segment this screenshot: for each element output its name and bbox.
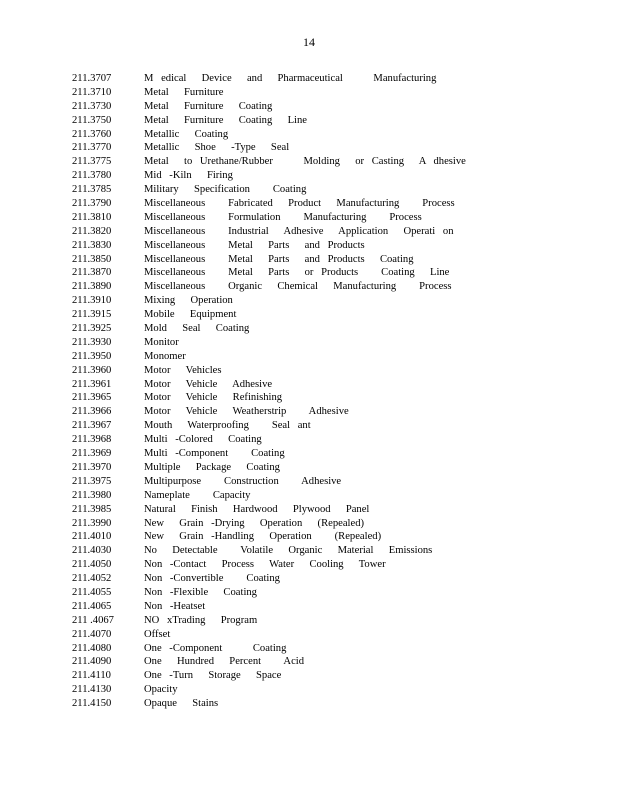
section-number: 211.3780 — [72, 170, 112, 182]
list-item — [72, 100, 592, 114]
section-title: Metallic Shoe -Type Seal — [144, 142, 290, 154]
section-title: NO xTrading Program — [144, 614, 258, 626]
section-title: New Grain -Handling Operation (Repealed) — [144, 531, 382, 543]
section-title: Non -Convertible Coating — [144, 573, 280, 585]
section-number: 211.4052 — [72, 573, 112, 585]
section-number: 211.4030 — [72, 545, 112, 557]
section-title: Non -Flexible Coating — [144, 586, 257, 598]
section-title: Mobile Equipment — [144, 309, 237, 321]
section-number: 211.4065 — [72, 600, 112, 612]
list-item — [72, 350, 592, 364]
list-item — [72, 447, 592, 461]
section-number: 211.3969 — [72, 448, 112, 460]
section-number: 211.3790 — [72, 198, 112, 210]
section-title: Metal Furniture Coating — [144, 100, 273, 112]
section-title: Mid -Kiln Firing — [144, 170, 233, 182]
section-number: 211.3785 — [72, 184, 112, 196]
section-title: Metal Furniture — [144, 86, 224, 98]
list-item — [72, 669, 592, 683]
section-title: Miscellaneous Industrial Adhesive Application Operati on — [144, 225, 454, 237]
list-item — [72, 86, 592, 100]
list-item — [72, 169, 592, 183]
section-title: Non -Contact Process Water Cooling Tower — [144, 559, 386, 571]
section-title: Miscellaneous Metal Parts and Products Coating — [144, 253, 414, 265]
section-number: 211.3990 — [72, 517, 112, 529]
section-number: 211.3968 — [72, 434, 112, 446]
list-item — [72, 614, 592, 628]
section-title: Multi -Colored Coating — [144, 434, 262, 446]
section-number: 211.4090 — [72, 656, 112, 668]
list-item — [72, 197, 592, 211]
list-item — [72, 211, 592, 225]
list-item — [72, 558, 592, 572]
section-number: 211.3710 — [72, 86, 112, 98]
list-item — [72, 280, 592, 294]
list-item — [72, 655, 592, 669]
list-item — [72, 600, 592, 614]
list-item — [72, 475, 592, 489]
section-number: 211.3830 — [72, 239, 112, 251]
list-item — [72, 364, 592, 378]
section-number: 211 .4067 — [72, 614, 114, 626]
section-title: Multiple Package Coating — [144, 461, 280, 473]
section-title: Miscellaneous Formulation Manufacturing Process — [144, 211, 422, 223]
section-title: Miscellaneous Fabricated Product Manufacturing Process — [144, 198, 455, 210]
definitions-list — [72, 72, 592, 711]
section-title: Metallic Coating — [144, 128, 229, 140]
section-number: 211.4150 — [72, 698, 112, 710]
section-number: 211.3820 — [72, 225, 112, 237]
list-item — [72, 683, 592, 697]
section-number: 211.3967 — [72, 420, 112, 432]
section-number: 211.3770 — [72, 142, 112, 154]
section-title: Mixing Operation — [144, 295, 233, 307]
list-item — [72, 239, 592, 253]
section-number: 211.4010 — [72, 531, 112, 543]
section-title: Multi -Component Coating — [144, 448, 285, 460]
list-item — [72, 419, 592, 433]
section-number: 211.3915 — [72, 309, 112, 321]
list-item — [72, 544, 592, 558]
section-number: 211.4130 — [72, 684, 112, 696]
section-number: 211.4110 — [72, 670, 111, 682]
section-title: Military Specification Coating — [144, 184, 307, 196]
section-number: 211.3870 — [72, 267, 112, 279]
section-number: 211.4070 — [72, 628, 112, 640]
section-title: Non -Heatset — [144, 600, 206, 612]
section-number: 211.3961 — [72, 378, 112, 390]
section-title: One -Component Coating — [144, 642, 287, 654]
section-title: Opaque Stains — [144, 698, 219, 710]
section-title: Metal Furniture Coating Line — [144, 114, 307, 126]
section-number: 211.4080 — [72, 642, 112, 654]
list-item — [72, 378, 592, 392]
section-title: Miscellaneous Metal Parts and Products — [144, 239, 365, 251]
section-title: Motor Vehicles — [144, 364, 222, 376]
section-title: M edical Device and Pharmaceutical Manufacturing — [144, 73, 437, 84]
section-number: 211.3965 — [72, 392, 112, 404]
list-item — [72, 628, 592, 642]
list-item — [72, 266, 592, 280]
list-item — [72, 322, 592, 336]
list-item — [72, 642, 592, 656]
list-item — [72, 225, 592, 239]
section-title: Natural Finish Hardwood Plywood Panel — [144, 503, 370, 515]
list-item — [72, 336, 592, 350]
section-title: Monomer — [144, 350, 186, 362]
list-item — [72, 489, 592, 503]
section-title: Opacity — [144, 684, 178, 696]
page-number: 14 — [303, 35, 315, 49]
section-number: 211.3850 — [72, 253, 112, 265]
section-number: 211.3980 — [72, 489, 112, 501]
section-title: New Grain -Drying Operation (Repealed) — [144, 517, 365, 529]
list-item — [72, 253, 592, 267]
section-number: 211.3950 — [72, 350, 112, 362]
section-number: 211.3985 — [72, 503, 112, 515]
section-number: 211.3730 — [72, 100, 112, 112]
section-number: 211.3810 — [72, 211, 112, 223]
section-number: 211.3930 — [72, 336, 112, 348]
section-title: Motor Vehicle Refinishing — [144, 392, 283, 404]
list-item — [72, 183, 592, 197]
section-number: 211.3707 — [72, 73, 112, 84]
list-item — [72, 697, 592, 711]
section-number: 211.3970 — [72, 461, 112, 473]
list-item — [72, 141, 592, 155]
section-title: Monitor — [144, 336, 179, 348]
list-item — [72, 530, 592, 544]
list-item — [72, 155, 592, 169]
section-number: 211.3966 — [72, 406, 112, 418]
list-item — [72, 503, 592, 517]
section-title: Mouth Waterproofing Seal ant — [144, 420, 311, 432]
list-item — [72, 461, 592, 475]
list-item — [72, 433, 592, 447]
section-number: 211.3760 — [72, 128, 112, 140]
list-item — [72, 405, 592, 419]
section-title: Multipurpose Construction Adhesive — [144, 475, 342, 487]
section-title: No Detectable Volatile Organic Material Emissions — [144, 545, 433, 557]
list-item — [72, 294, 592, 308]
list-item — [72, 128, 592, 142]
list-item — [72, 114, 592, 128]
list-item — [72, 391, 592, 405]
section-title: Miscellaneous Metal Parts or Products Coating Line — [144, 267, 450, 279]
section-title: Metal to Urethane/Rubber Molding or Casting A dhesive — [144, 156, 466, 168]
list-item — [72, 586, 592, 600]
section-number: 211.3960 — [72, 364, 112, 376]
section-title: Nameplate Capacity — [144, 489, 251, 501]
section-title: Mold Seal Coating — [144, 323, 250, 335]
section-title: Motor Vehicle Adhesive — [144, 378, 273, 390]
section-number: 211.3775 — [72, 156, 112, 168]
section-title: Miscellaneous Organic Chemical Manufacturing Process — [144, 281, 452, 293]
section-number: 211.4055 — [72, 586, 112, 598]
section-title: One Hundred Percent Acid — [144, 656, 305, 668]
section-title: One -Turn Storage Space — [144, 670, 282, 682]
section-title: Offset — [144, 628, 171, 640]
section-number: 211.3975 — [72, 475, 112, 487]
section-title: Motor Vehicle Weatherstrip Adhesive — [144, 406, 349, 418]
list-item — [72, 308, 592, 322]
section-number: 211.3890 — [72, 281, 112, 293]
section-number: 211.3750 — [72, 114, 112, 126]
list-item — [72, 517, 592, 531]
section-number: 211.3910 — [72, 295, 112, 307]
list-item — [72, 572, 592, 586]
section-number: 211.4050 — [72, 559, 112, 571]
list-item — [72, 72, 592, 86]
section-number: 211.3925 — [72, 323, 112, 335]
